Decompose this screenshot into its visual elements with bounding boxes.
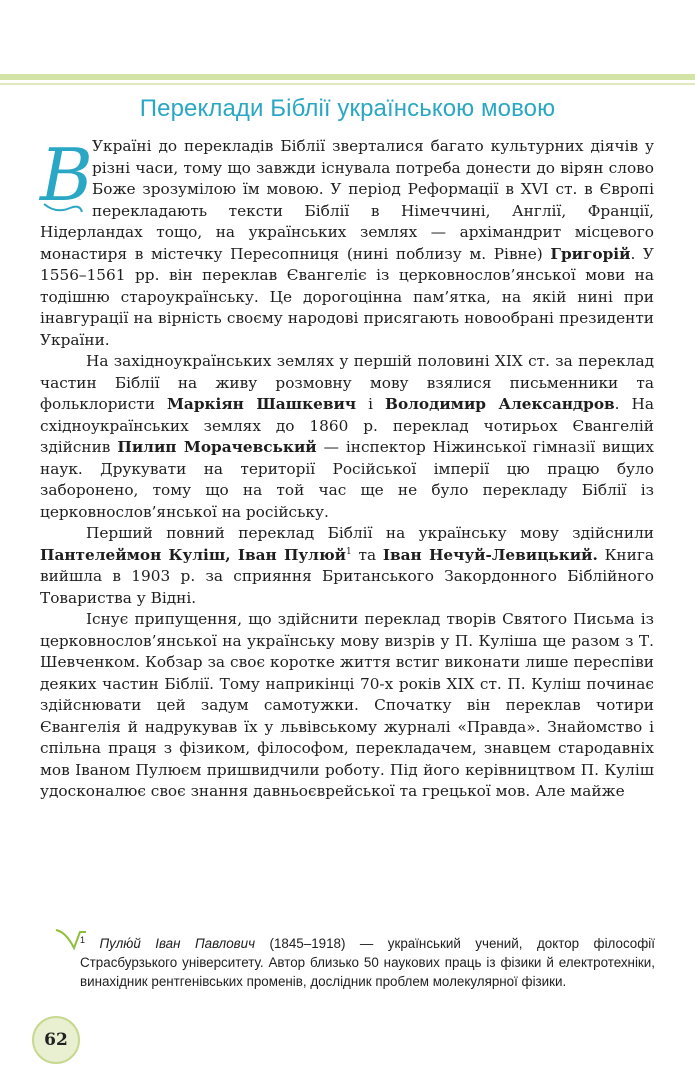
- footnote-ref[interactable]: 1: [346, 546, 352, 557]
- p2-text-2: і: [368, 395, 373, 413]
- p3-text-2: та: [358, 545, 377, 564]
- section-title: Переклади Біблії українською мовою: [139, 95, 556, 122]
- name-morachevskyi: Пилип Морачевський: [117, 438, 317, 456]
- p2-text-3: . На східноукраїнських землях до 1860 р. переклад чотирьох Євангелій здійснив: [40, 395, 654, 456]
- footnote: [80, 934, 655, 991]
- dropcap-letter-glyph: [40, 133, 93, 217]
- svg-text:В: В: [40, 133, 93, 217]
- top-decorative-rule-thin: [0, 83, 695, 85]
- name-nechui-levytskyi: Іван Нечуй-Левицький.: [382, 545, 598, 564]
- name-hryhorii: Григорій: [550, 244, 631, 263]
- footnote-person-name: Пулю́й Іван Павлович: [99, 936, 256, 951]
- paragraph-3: [40, 523, 654, 609]
- name-shashkevych: Маркіян Шашкевич: [166, 395, 357, 413]
- main-text: [40, 133, 654, 803]
- top-decorative-rule: [0, 74, 695, 80]
- paragraph-2: [40, 351, 654, 523]
- footnote-number: 1: [80, 935, 86, 945]
- p1-text-1: Україні до перекладів Біблії зверталися багато культурних діячів у різні часи, тому що завжди існувала потреба донести до вірян слово Боже зрозумілою їм мовою. У період Реформації в XVI ст. в Європі перекладають тексти Біблії в Німеччині, Англії, Франції, Нідерландах тощо, на українських землях — архімандрит місцевого монастиря в містечку Пересопниця (нині поблизу м. Рівне): [40, 137, 654, 263]
- footnote-text: (1845–1918) — український учений, доктор філософії Страсбурзького університету. Автор близько 50 наукових праць із фізики й електротехніки, винахідник рентгенівських променів, дослідник проблем молекулярної фізики.: [80, 936, 655, 989]
- p2-text-1: На західноукраїнських землях у першій половині XIX ст. за переклад частин Біблії на живу розмовну мову взялися письменники та фольклористи: [40, 352, 654, 413]
- name-aleksandrov: Володимир Александров: [385, 395, 615, 413]
- p1-text-2: . У 1556–1561 рр. він переклав Євангеліє із церковнослов’янської мови на тодішню староукраїнську. Це дорогоцінна пам’ятка, на якій нині при інавгурації на вірність своєму народові присягають новообрані президенти України.: [40, 244, 654, 349]
- page-number: 62: [32, 1016, 80, 1064]
- p3-text-1: Перший повний переклад Біблії на українську мову здійснили: [86, 524, 654, 542]
- p4-text-1: Існує припущення, що здійснити переклад творів Святого Письма із церковнослов’янської на українську мову визрів у П. Куліша ще разом з Т. Шевченком. Кобзар за своє коротке життя встиг виконати лише переспіви деяких частин Біблії. Тому наприкінці 70-х років XIX ст. П. Куліш починає здійснювати цей задум самотужки. Спочатку він переклав чотири Євангелія й надрукував їх у львівському журналі «Правда». Знайомство і спільна праця з фізиком, філософом, перекладачем, знавцем стародавніх мов Іваном Пулюєм пришвидчили роботу. Під його керівництвом П. Куліш удосконалює своє знання давньоєврейської та грецької мов. Але майже: [40, 610, 654, 800]
- names-kulish-puliui: Пантелеймон Куліш, Іван Пулюй: [40, 545, 346, 564]
- p3-text-3: Книга вийшла в 1903 р. за сприяння Британського Закордонного Біблійного Товариства у Відні.: [40, 545, 654, 607]
- paragraph-4: [40, 609, 654, 803]
- p2-text-4: — інспектор Ніжинської гімназії вищих наук. Друкувати на території Російської імперії цю працю було заборонено, тому що на той час ще не було перекладу Біблії із церковнослов’янської на російську.: [40, 438, 654, 521]
- dropcap-letter: [40, 133, 93, 217]
- paragraph-1: [40, 133, 654, 351]
